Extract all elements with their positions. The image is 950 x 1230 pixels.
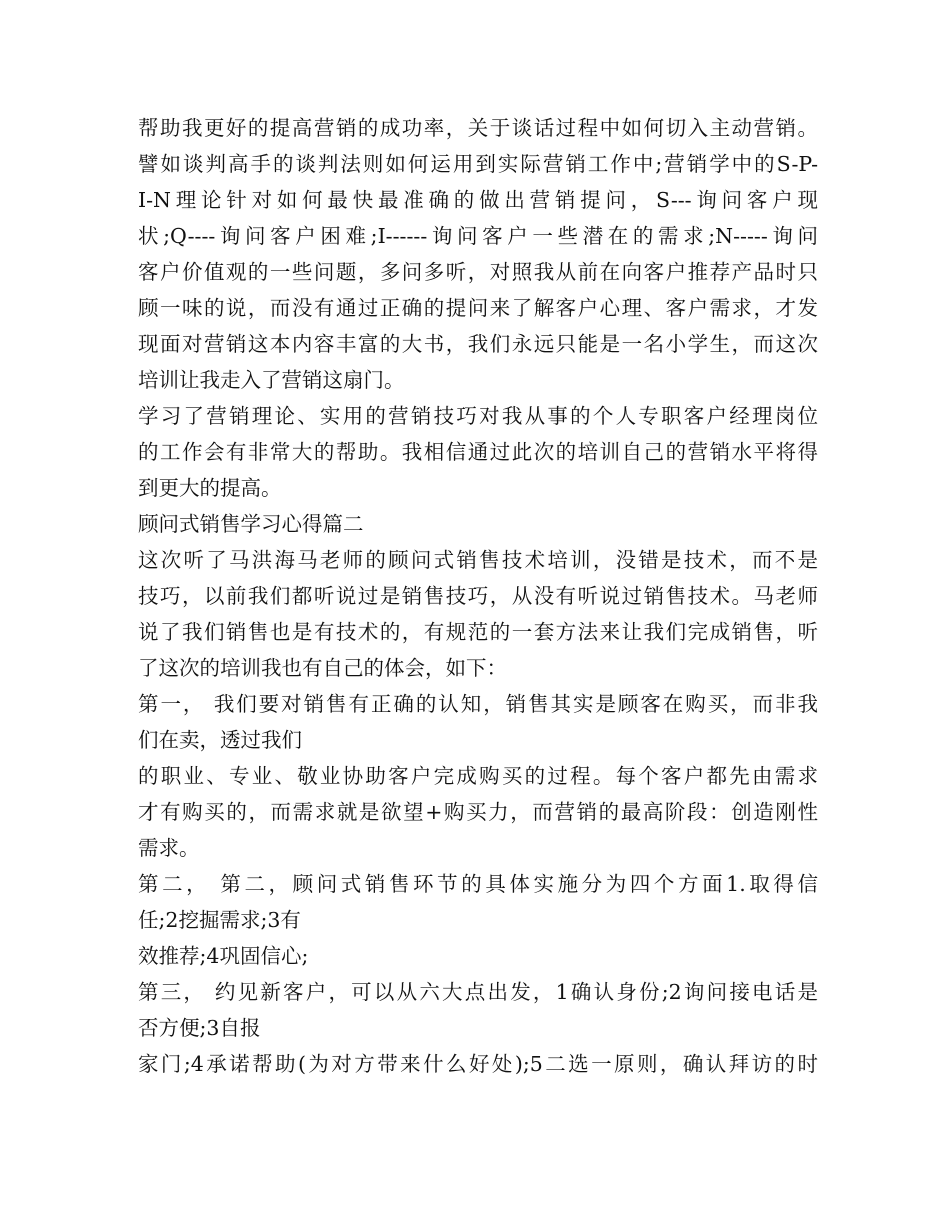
- paragraph-line: 否方便;3自报: [138, 1016, 261, 1040]
- paragraph-line: 们在卖，透过我们: [138, 728, 302, 752]
- paragraph-line: 第二， 第二，顾问式销售环节的具体实施分为四个方面1.取得信: [138, 872, 818, 896]
- paragraph-line: 第三， 约见新客户，可以从六大点出发，1确认身份;2询问接电话是: [138, 980, 818, 1004]
- paragraph-line: 任;2挖掘需求;3有: [138, 908, 301, 932]
- paragraph-line: 技巧，以前我们都听说过是销售技巧，从没有听说过销售技术。马老师: [138, 584, 818, 608]
- paragraph-line: 了这次的培训我也有自己的体会，如下：: [138, 656, 507, 680]
- paragraph-line: 的职业、专业、敬业协助客户完成购买的过程。每个客户都先由需求: [138, 764, 818, 788]
- paragraph-line: 第一， 我们要对销售有正确的认知，销售其实是顾客在购买，而非我: [138, 692, 818, 716]
- paragraph-line: 效推荐;4巩固信心;: [138, 944, 309, 968]
- paragraph-line: 现面对营销这本内容丰富的大书，我们永远只能是一名小学生，而这次: [138, 332, 818, 356]
- paragraph-line: 的工作会有非常大的帮助。我相信通过此次的培训自己的营销水平将得: [138, 440, 818, 464]
- paragraph-line: 培训让我走入了营销这扇门。: [138, 368, 405, 392]
- paragraph-line: 这次听了马洪海马老师的顾问式销售技术培训，没错是技术，而不是: [138, 548, 818, 572]
- paragraph-line: 帮助我更好的提高营销的成功率，关于谈话过程中如何切入主动营销。: [138, 116, 818, 140]
- paragraph-line: 家门;4承诺帮助(为对方带来什么好处);5二选一原则，确认拜访的时: [138, 1052, 818, 1076]
- section-heading: 顾问式销售学习心得篇二: [138, 512, 364, 536]
- paragraph-line: 譬如谈判高手的谈判法则如何运用到实际营销工作中;营销学中的S-P-: [138, 152, 818, 176]
- paragraph-line: 顾一味的说，而没有通过正确的提问来了解客户心理、客户需求，才发: [138, 296, 818, 320]
- paragraph-line: 到更大的提高。: [138, 476, 282, 500]
- paragraph-line: 状;Q----询问客户困难;I------询问客户一些潜在的需求;N-----询问: [138, 224, 818, 248]
- paragraph-line: 客户价值观的一些问题，多问多听，对照我从前在向客户推荐产品时只: [138, 260, 818, 284]
- paragraph-line: 才有购买的，而需求就是欲望+购买力，而营销的最高阶段：创造刚性: [138, 800, 818, 824]
- paragraph-line: 说了我们销售也是有技术的，有规范的一套方法来让我们完成销售，听: [138, 620, 818, 644]
- paragraph-line: 学习了营销理论、实用的营销技巧对我从事的个人专职客户经理岗位: [138, 404, 818, 428]
- paragraph-line: 需求。: [138, 836, 200, 860]
- paragraph-line: I-N理论针对如何最快最准确的做出营销提问，S---询问客户现: [138, 188, 818, 212]
